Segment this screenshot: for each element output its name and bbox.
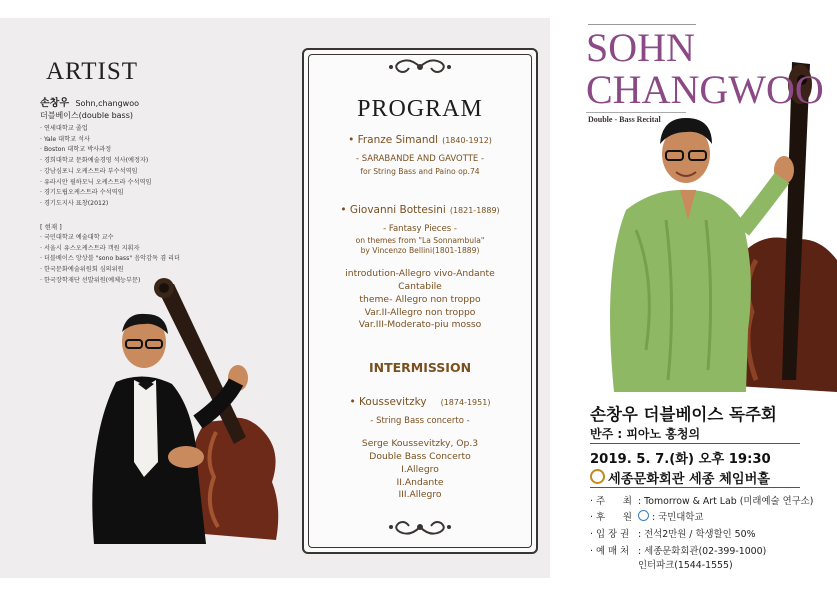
piece-subtitle: by Vincenzo Bellini(1801-1889) [360,246,480,255]
info-value: 인터파크(1544-1555) [638,560,733,571]
info-booking-2 [590,557,733,571]
piece-title: - String Bass concerto - [370,416,470,426]
info-label: · 후 원 [590,512,632,523]
concert-title: 손창우 더블베이스 독주회 [590,405,777,424]
list-item: · 더블베이스 앙상블 "sono bass" 음악감독 겸 리더 [40,254,180,265]
poster-name-line2: CHANGWOO [586,67,824,112]
list-item: · 연세대학교 졸업 [40,124,151,135]
accompanist: 반주 : 피아노 홍청의 [590,427,701,441]
info-label: · 예 매 처 [590,546,630,557]
list-item: · Boston 대학교 박사과정 [40,145,151,156]
intermission-label: INTERMISSION [368,360,472,375]
list-item: · 한국문화예술위원회 심의위원 [40,265,180,276]
movement-line: Cantabile [398,281,442,292]
concert-datetime: 2019. 5. 7.(화) 오후 19:30 [590,452,771,467]
info-value: : 국민대학교 [652,512,704,523]
info-ticket [590,526,756,540]
program-item-3 [304,396,536,408]
artist-name-en: Sohn,changwoo [75,99,139,108]
composer-years: (1874-1951) [440,398,491,407]
ornament-top-icon [304,56,536,82]
program-item-2 [304,204,536,216]
list-item: · 경기도립오케스트라 수석역임 [40,188,151,199]
concerto-line: II.Andante [396,477,444,488]
artist-heading: ARTIST [46,58,138,85]
movement-line: introdution-Allegro vivo-Andante [345,268,495,279]
info-sponsor [590,509,703,523]
info-label: · 주 최 [590,496,632,507]
composer-name: • Koussevitzky [349,396,427,408]
list-item: · 경기도지사 표창(2012) [40,199,151,210]
composer-name: • Franze Simandl [348,134,439,146]
divider [590,487,800,488]
info-value: : Tomorrow & Art Lab (미래예술 연구소) [638,496,814,507]
divider [590,443,800,444]
ornament-bottom-icon [304,516,536,542]
info-label: · 입 장 권 [590,529,630,540]
piece-subtitle: on themes from "La Sonnambula" [355,236,485,245]
piece-subtitle: for String Bass and Paino op.74 [360,167,480,176]
movement-line: Var.II-Allegro non troppo [364,307,476,318]
concerto-line: Serge Koussevitzky, Op.3 [361,438,479,449]
artist-instrument: 더블베이스(double bass) [40,111,134,120]
program-heading: PROGRAM [357,96,483,122]
program-item-1 [304,134,536,146]
poster-name-line1: SOHN [586,25,695,70]
program-card [302,48,538,554]
artist-photo-tuxedo [86,272,282,544]
info-host [590,493,813,507]
list-item: · 국민대학교 예술대학 교수 [40,233,180,244]
composer-years: (1840-1912) [442,136,492,145]
info-value: : 세종문화회관(02-399-1000) [638,546,767,557]
poster-subtitle: Double - Bass Recital [588,115,661,124]
list-item: · 유라시안 필하모닉 오케스트라 수석역임 [40,178,151,189]
university-logo-icon [638,510,649,521]
composer-name: • Giovanni Bottesini [340,204,446,216]
career-list [40,124,151,210]
list-item: · 강남심포니 오케스트라 부수석역임 [40,167,151,178]
artist-name [40,94,139,109]
concert-venue [590,468,770,487]
list-item: · Yale 대학교 석사 [40,135,151,146]
piece-title: - Fantasy Pieces - [383,224,457,234]
movement-line: Var.III-Moderato-piu mosso [358,319,482,330]
list-item: · 한국장학재단 선발위원(예체능부문) [40,276,180,287]
concerto-line: I.Allegro [401,464,439,475]
current-heading: [ 현재 ] [40,223,62,231]
movement-line: theme- Allegro non troppo [359,294,481,305]
venue-pin-icon [590,469,605,484]
artist-name-ko: 손창우 [40,98,69,109]
list-item: · 서울시 유스오케스트라 객원 지휘자 [40,244,180,255]
concerto-line: Double Bass Concerto [369,451,471,462]
list-item: · 경희대학교 문화예술경영 석사(예정자) [40,156,151,167]
concerto-line: III.Allegro [398,489,442,500]
piece-title: - SARABANDE AND GAVOTTE - [355,154,485,164]
venue-name: 세종문화회관 세종 체임버홀 [608,472,771,487]
info-booking [590,543,766,557]
info-value: : 전석2만원 / 학생할인 50% [638,529,756,540]
composer-years: (1821-1889) [449,206,500,215]
subtitle-rule [586,112,686,113]
